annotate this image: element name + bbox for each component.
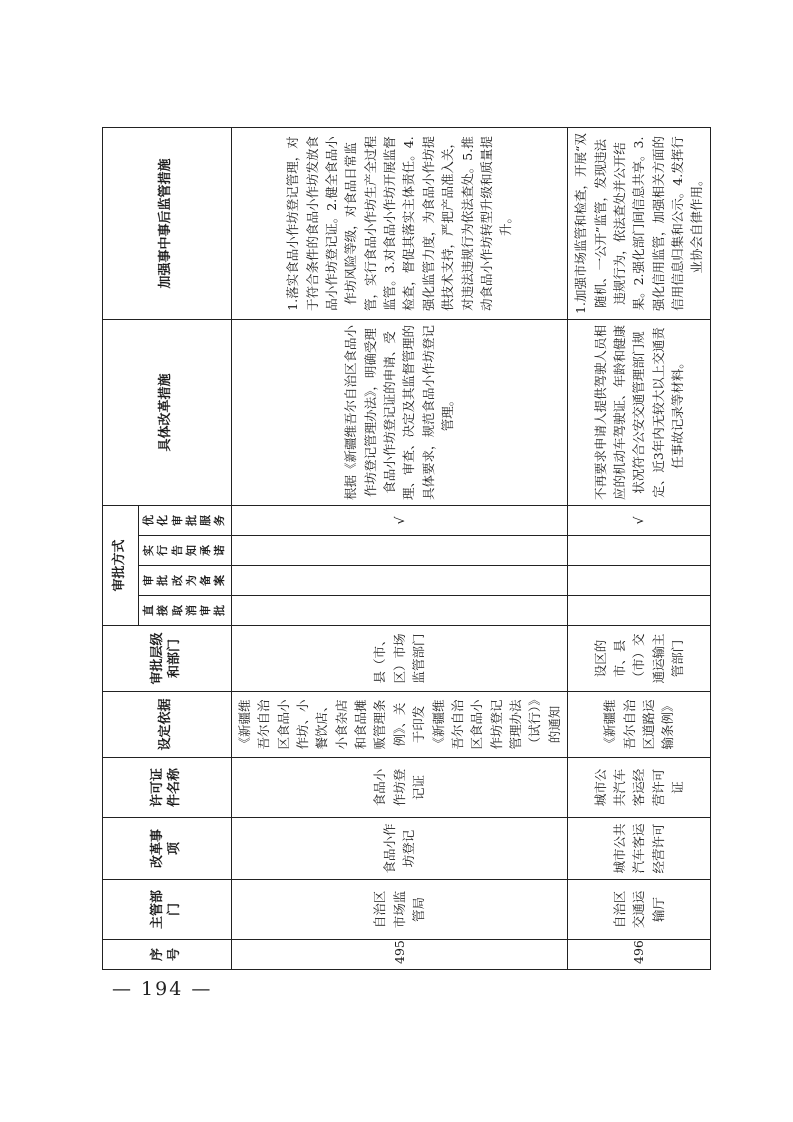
header-mode-optimize: 优化审批服务	[139, 505, 232, 535]
cell-mode-cancel	[568, 596, 711, 626]
header-basis: 设定依据	[103, 692, 232, 758]
header-supervision: 加强事中事后监管措施	[103, 127, 232, 319]
cell-item: 食品小作坊登记	[231, 818, 567, 880]
page-number: — 194 —	[112, 978, 213, 1000]
header-mode: 审批方式	[103, 505, 139, 625]
cell-mode-commit	[231, 536, 567, 566]
cell-seq: 496	[568, 940, 711, 970]
cell-supervision: 1.加强市场监管和检查，开展“双随机、一公开”监管，发现违法违规行为，依法查处并公开结果。2.强化部门间信息共享。3.强化信用监管，加强相关方面的信用信息归集和公示。4.发挥行业协会自律作用。	[568, 127, 711, 319]
cell-license: 城市公共汽车客运经营许可证	[568, 758, 711, 818]
header-mode-commit: 实行告知承诺	[139, 536, 232, 566]
reform-items-table	[102, 127, 711, 970]
header-mode-record: 审批改为备案	[139, 566, 232, 596]
header-item: 改革事项	[103, 818, 232, 880]
header-license: 许可证件名称	[103, 758, 232, 818]
cell-mode-record	[568, 566, 711, 596]
rotated-table	[102, 128, 705, 970]
header-level: 审批层级和部门	[103, 626, 232, 692]
header-seq: 序号	[103, 940, 232, 970]
header-measures: 具体改革措施	[103, 319, 232, 505]
cell-item: 城市公共汽车客运经营许可	[568, 818, 711, 880]
cell-basis: 《新疆维吾尔自治区食品小作坊、小餐饮店、小食杂店和食品摊贩管理条例》、关于印发《新疆维吾尔自治区食品小作坊登记管理办法（试行）》的通知	[231, 692, 567, 758]
header-row-top	[103, 127, 139, 969]
header-mode-cancel: 直接取消审批	[139, 596, 232, 626]
cell-seq: 495	[231, 940, 567, 970]
cell-mode-cancel	[231, 596, 567, 626]
cell-mode-record	[231, 566, 567, 596]
cell-measures: 根据《新疆维吾尔自治区食品小作坊登记管理办法》，明确受理食品小作坊登记证的申请、受理、审查、决定及其监督管理的具体要求，规范食品小作坊登记管理。	[231, 319, 567, 505]
cell-supervision: 1.落实食品小作坊登记管理，对于符合条件的食品小作坊发放食品小作坊登记证。2.健全食品小作坊风险等级，对食品日常监管，实行食品小作坊生产全过程监管。3.对食品小作坊开展监督检查，督促其落实主体责任。4.强化监管力度，为食品小作坊提供技术支持，严把产品准入关，对违法违规行为依法查处。5.推动食品小作坊转型升级和质量提升。	[231, 127, 567, 319]
cell-dept: 自治区交通运输厅	[568, 880, 711, 940]
cell-measures: 不再要求申请人提供驾驶人员相应的机动车驾驶证、年龄和健康状况符合公安交通管理部门规定、近3年内无较大以上交通责任事故记录等材料。	[568, 319, 711, 505]
cell-mode-commit	[568, 536, 711, 566]
table-row	[231, 127, 567, 969]
cell-license: 食品小作坊登记证	[231, 758, 567, 818]
table-row	[568, 127, 711, 969]
cell-dept: 自治区市场监管局	[231, 880, 567, 940]
cell-mode-optimize-check: √	[231, 505, 567, 535]
cell-level: 县（市、区）市场监管部门	[231, 626, 567, 692]
header-dept: 主管部门	[103, 880, 232, 940]
rotated-table-frame	[102, 128, 705, 970]
cell-level: 设区的市、县（市）交通运输主管部门	[568, 626, 711, 692]
cell-basis: 《新疆维吾尔自治区道路运输条例》	[568, 692, 711, 758]
cell-mode-optimize-check: √	[568, 505, 711, 535]
